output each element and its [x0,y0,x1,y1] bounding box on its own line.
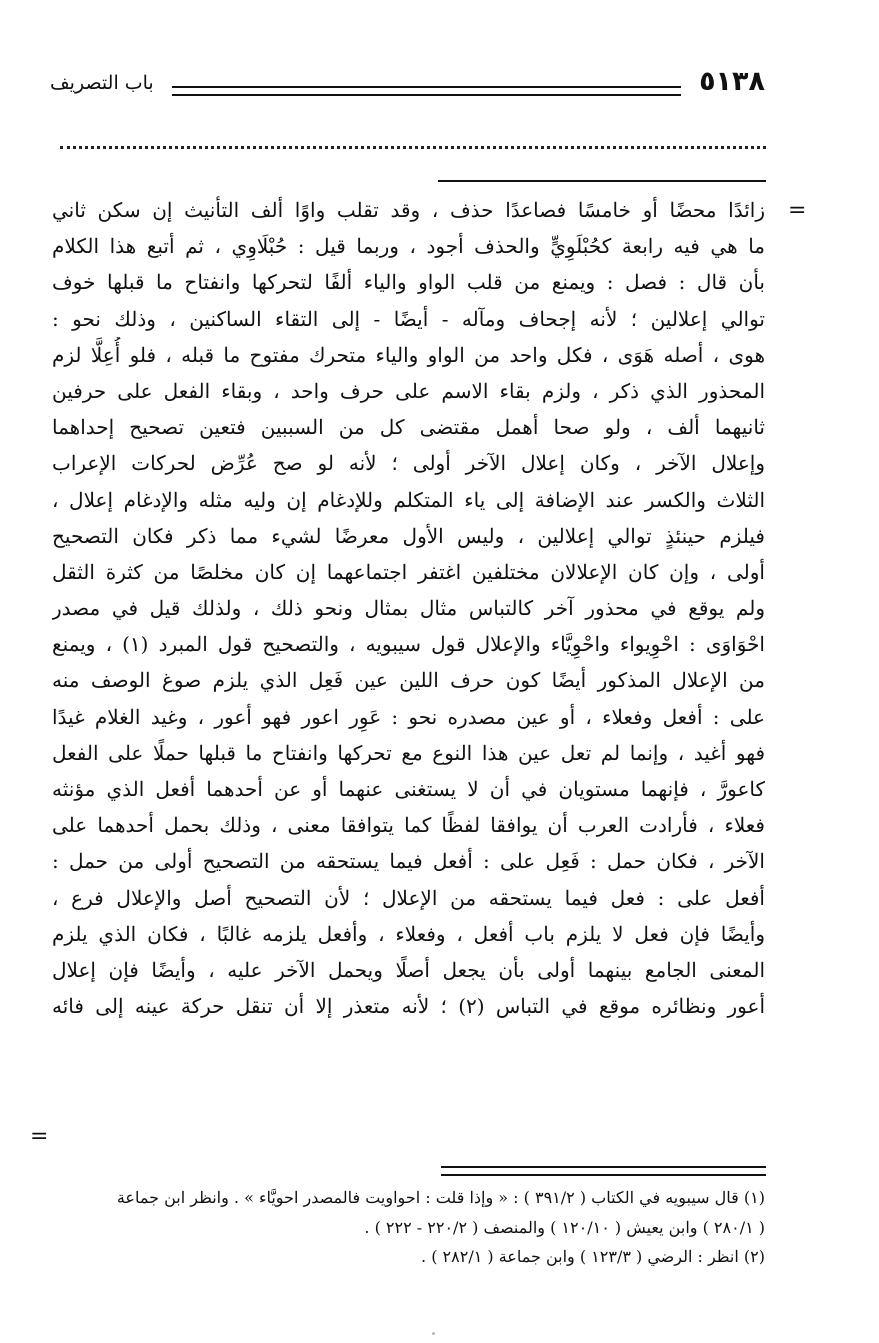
footnote-line: (٢) انظر : الرضي ( ١٢٣/٣ ) وابن جماعة ( ٢٨٢/١ ) . [421,1247,765,1266]
chapter-title: باب التصريف [50,72,154,94]
text-line: على : أفعل وفعلاء ، أو عين مصدره نحو : عَوِر اعور فهو أعور ، وغيد الغلام غيدًا [52,704,765,729]
text-line: فهو أغيد ، وإنما لم تعل عين هذا النوع مع تحركها وانفتاح ما قبلها حملًا على الفعل [52,740,765,765]
section-rule [438,180,766,182]
text-line: المحذور الذي ذكر ، ولزم بقاء الاسم على حرف واحد ، وبقاء الفعل على حرفين [52,378,765,403]
text-line: هوى ، أصله هَوَى ، فكل واحد من الواو والياء متحرك مفتوح ما قبله ، فلو أُعِلَّا لزم [52,342,765,367]
dotted-separator [60,146,766,149]
continuation-mark-start: = [788,198,807,223]
page-number: ٥١٣٨ [699,66,765,97]
text-line: كاعورَّ ، فإنهما مستويان في أن لا يستغنى عنهما أو عن أحدهما أفعل الذي مؤنثه [52,777,765,801]
text-line: زائدًا محضًا أو خامسًا فصاعدًا حذف ، وقد تقلب واوًا ألف التأنيث إن سكن ثاني [52,198,765,222]
body-text [52,192,765,1024]
text-line: ولم يوقع في محذور آخر كالتباس مثال بمثال ونحو ذلك ، ولذلك قيل في مصدر [52,596,765,621]
text-line: بأن قال : فصل : ويمنع من قلب الواو والياء ألفًا لتحركها وانفتاح ما قبلها خوف [52,270,765,295]
text-line: توالي إعلالين ؛ لأنه إجحاف ومآله - أيضًا - إلى التقاء الساكنين ، وذلك نحو : [52,306,765,331]
text-line: أعور ونظائره موقع في التباس (٢) ؛ لأنه متعذر إلا أن تنقل حركة عينه إلى فائه [52,994,765,1019]
footnote-rule [441,1166,766,1176]
text-line: فعلاء ، فأرادت العرب أن يوافقا لفظًا كما يتوافقا معنى ، وذلك بحمل أحدهما على [52,813,765,838]
text-line: المعنى الجامع بينهما أولى بأن يجعل أصلًا ويحمل الآخر عليه ، وأيضًا فإن إعلال [52,957,765,982]
page-header [50,66,765,106]
text-line: احْوَاوَى : احْوِيواء واحْوِيَّاء والإعلال قول سيبويه ، والتصحيح قول المبرد (١) ، ويمنع [52,632,765,657]
footnote-line: ( ٢٨٠/١ ) وابن يعيش ( ١٢٠/١٠ ) والمنصف ( ٢٢٠/٢ - ٢٢٢ ) . [364,1217,765,1237]
continuation-mark-end: = [30,1124,49,1149]
text-line: وإعلال الآخر ، وكان إعلال الآخر أولى ؛ لأنه لو صح عُرِّض لحركات الإعراب [52,451,765,476]
page-mark [432,1332,435,1335]
text-line: أفعل على : فعل فيما يستحقه من الإعلال ؛ لأن التصحيح أصل والإعلال فرع ، [52,885,765,910]
text-line: وأيضًا فإن فعل لا يلزم باب أفعل ، وفعلاء ، وأفعل يلزمه غالبًا ، فكان الذي يلزم [52,921,765,946]
text-line: ثانيهما ألف ، ولو صحا أهمل مقتضى كل من السببين فتعين تصحيح إحداهما [52,415,765,440]
header-rule [172,86,681,96]
text-line: ما هي فيه رابعة كحُبْلَوِيٍّ والحذف أجود ، وربما قيل : حُبْلَاوِي ، ثم أتبع هذا الكلام [52,234,765,259]
text-line: أولى ، وإن كان الإعلالان مختلفين اغتفر اجتماعهما إن كان مخلصًا من كثرة الثقل [52,559,765,584]
text-line: فيلزم حينئذٍ توالي إعلالين ، وليس الأول معرضًا لشيء مما ذكر فكان التصحيح [52,523,765,548]
text-line: الآخر ، فكان حمل : فَعِل على : أفعل فيما يستحقه من التصحيح أولى من حمل : [52,849,765,874]
footnotes [52,1183,765,1272]
text-line: من الإعلال المذكور أيضًا كون حرف اللين عين فَعِل الذي يلزم صوغ الوصف منه [52,668,765,693]
footnote-line: (١) قال سيبويه في الكتاب ( ٣٩١/٢ ) : « وإذا قلت : احواويت فالمصدر احويَّاء » . وانظر ابن جماعة [116,1188,765,1207]
text-line: الثلاث والكسر عند الإضافة إلى ياء المتكلم وللإدغام إن وليه مثله والإدغام إعلال ، [52,487,765,512]
